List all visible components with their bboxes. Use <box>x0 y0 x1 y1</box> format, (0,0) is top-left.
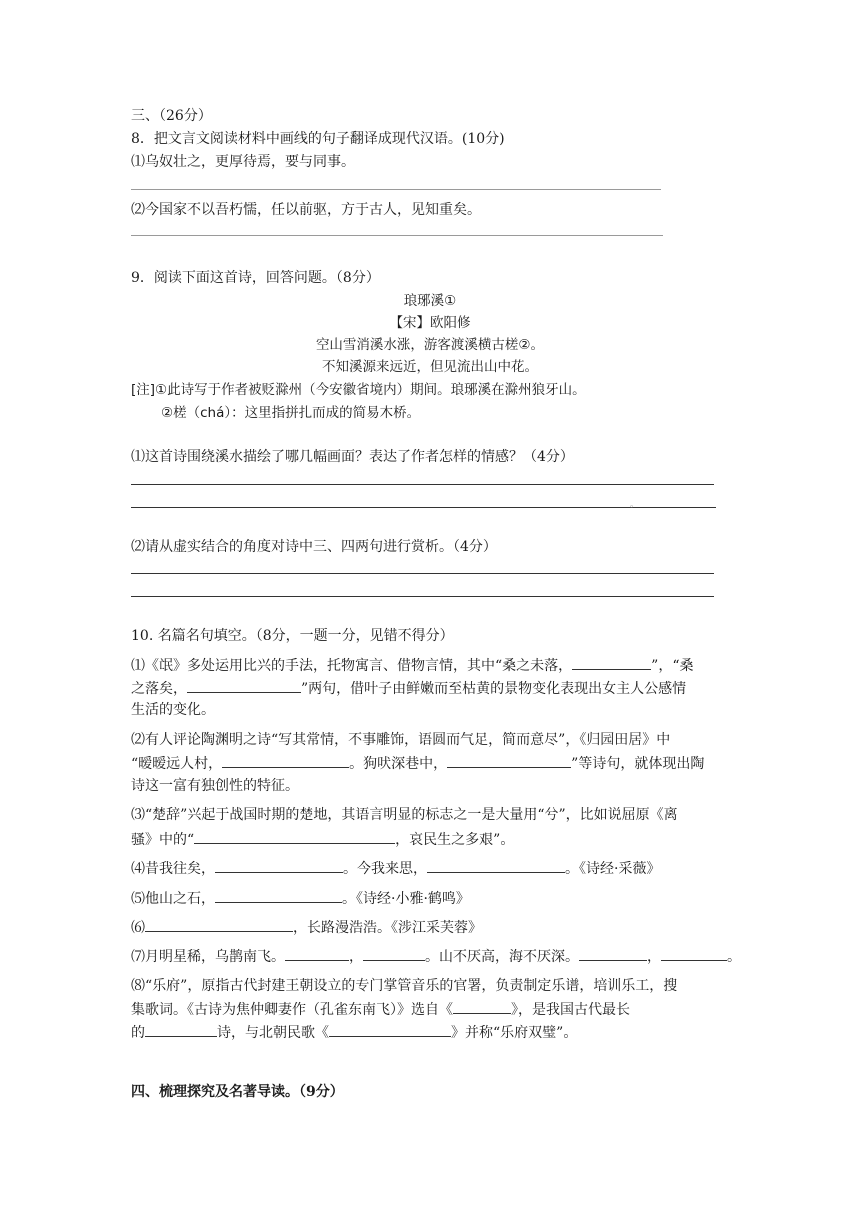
item-1-line-2 <box>131 678 686 699</box>
fill-blank[interactable] <box>329 1022 451 1037</box>
item-2-text-c: 。狗吠深巷中， <box>349 756 448 772</box>
question-9-title: 9．阅读下面这首诗，回答问题。（8分） <box>131 270 380 286</box>
fill-blank[interactable] <box>453 999 511 1014</box>
answer-line <box>131 596 714 597</box>
item-8-text-a: ⑻“乐府”，原指古代封建王朝设立的专门掌管音乐的官署，负责制定乐谱，培训乐工，搜 <box>131 978 678 994</box>
item-6-text-b: ，长路漫浩浩。《涉江采芙蓉》 <box>293 920 482 936</box>
fill-blank[interactable] <box>145 1022 217 1037</box>
question-10-title: 10. 名篇名句填空。（8分，一题一分，见错不得分） <box>131 628 454 644</box>
item-1-text-b: ”，“桑 <box>651 658 694 674</box>
item-3-text-c: ，哀民生之多艰”。 <box>395 832 515 848</box>
answer-line <box>131 235 663 236</box>
item-6-text-a: ⑹ <box>131 920 145 936</box>
item-8-line-3 <box>131 1022 577 1043</box>
fill-blank[interactable] <box>363 946 425 961</box>
question-9-sub-2: ⑵请从虚实结合的角度对诗中三、四两句进行赏析。（4分） <box>131 539 497 555</box>
fill-blank[interactable] <box>222 753 349 768</box>
poem-note-2: ②槎（chá）：这里指拼扎而成的简易木桥。 <box>161 405 421 421</box>
item-2-line-2 <box>131 753 704 774</box>
item-3-line-2 <box>131 829 514 850</box>
item-8-text-b: 集歌词。《古诗为焦仲卿妻作（孔雀东南飞）》选自《 <box>131 1002 453 1018</box>
question-8-sentence-1: ⑴乌奴壮之，更厚待焉，要与同事。 <box>131 154 355 170</box>
answer-line <box>131 189 661 190</box>
section-four-heading: 四、梳理探究及名著导读。（9分） <box>131 1084 344 1100</box>
poem-line-2: 不知溪源来远近，但见流出山中花。 <box>322 359 538 375</box>
fill-blank[interactable] <box>579 946 647 961</box>
poem-title: 琅琊溪① <box>403 293 457 309</box>
item-6-line <box>131 917 482 938</box>
item-1-text-d: ”两句，借叶子由鲜嫩而至枯黄的景物变化表现出女主人公感情 <box>301 681 687 697</box>
item-7-text-e: 。 <box>727 949 741 965</box>
item-1-text-c: 之落矣， <box>131 681 187 697</box>
fill-blank[interactable] <box>661 946 727 961</box>
fill-blank[interactable] <box>572 655 651 670</box>
question-8-title: 8．把文言文阅读材料中画线的句子翻译成现代汉语。(10分) <box>131 131 505 147</box>
item-7-text-b: ， <box>349 949 363 965</box>
poem-line-1: 空山雪消溪水涨，游客渡溪横古槎②。 <box>315 337 545 353</box>
fill-blank[interactable] <box>215 888 342 903</box>
item-2-text-b: “暧暧远人村， <box>131 756 223 772</box>
fill-blank[interactable] <box>187 678 301 693</box>
item-8-text-c: 》，是我国古代最长 <box>511 1002 630 1018</box>
item-4-line <box>131 858 660 879</box>
poem-author: 【宋】欧阳修 <box>389 315 471 331</box>
item-7-text-d: ， <box>647 949 661 965</box>
dot-mark: 。 <box>630 500 640 510</box>
item-2-text-e: 诗这一富有独创性的特征。 <box>131 778 299 794</box>
item-5-text-a: ⑸他山之石， <box>131 891 215 907</box>
item-1-text-e: 生活的变化。 <box>131 702 215 718</box>
fill-blank[interactable] <box>427 858 565 873</box>
fill-blank[interactable] <box>194 829 395 844</box>
item-3-text-b: 骚》中的“ <box>131 832 195 848</box>
item-4-text-b: 。今我来思， <box>343 861 427 877</box>
answer-line <box>131 573 714 574</box>
item-7-text-c: 。山不厌高，海不厌深。 <box>425 949 579 965</box>
item-1-text-a: ⑴《氓》多处运用比兴的手法，托物寓言、借物言情，其中“桑之未落， <box>131 658 573 674</box>
fill-blank[interactable] <box>145 917 293 932</box>
fill-blank[interactable] <box>285 946 349 961</box>
item-2-text-d: ”等诗句，就体现出陶 <box>571 756 705 772</box>
item-8-text-d: 的 <box>131 1025 145 1041</box>
item-8-text-f: 》并称“乐府双璧”。 <box>451 1025 578 1041</box>
item-7-text-a: ⑺月明星稀，乌鹊南飞。 <box>131 949 285 965</box>
fill-blank[interactable] <box>215 858 343 873</box>
item-3-text-a: ⑶“楚辞”兴起于战国时期的楚地，其语言明显的标志之一是大量用“兮”，比如说屈原《离 <box>131 807 678 823</box>
item-8-text-e: 诗，与北朝民歌《 <box>217 1025 329 1041</box>
item-4-text-c: 。《诗经·采薇》 <box>565 861 661 877</box>
poem-note-1: [注]①此诗写于作者被贬滁州（今安徽省境内）期间。琅琊溪在滁州狼牙山。 <box>131 382 586 398</box>
item-1-line-1 <box>131 655 693 676</box>
question-8-sentence-2: ⑵今国家不以吾朽懦，任以前驱，方于古人，见知重矣。 <box>131 202 481 218</box>
item-5-text-b: 。《诗经·小雅·鹤鸣》 <box>342 891 470 907</box>
item-8-line-2 <box>131 999 630 1020</box>
fill-blank[interactable] <box>447 753 571 768</box>
item-4-text-a: ⑷昔我往矣， <box>131 861 215 877</box>
item-5-line <box>131 888 470 909</box>
section-three-heading: 三、（26分） <box>131 108 212 124</box>
question-9-sub-1: ⑴这首诗围绕溪水描绘了哪几幅画面？表达了作者怎样的情感？（4分） <box>131 449 574 465</box>
answer-line <box>131 507 716 508</box>
item-2-text-a: ⑵有人评论陶渊明之诗“写其常情，不事雕饰，语圆而气足，简而意尽”，《归园田居》中 <box>131 732 671 748</box>
answer-line <box>131 484 714 485</box>
item-7-line <box>131 946 741 967</box>
